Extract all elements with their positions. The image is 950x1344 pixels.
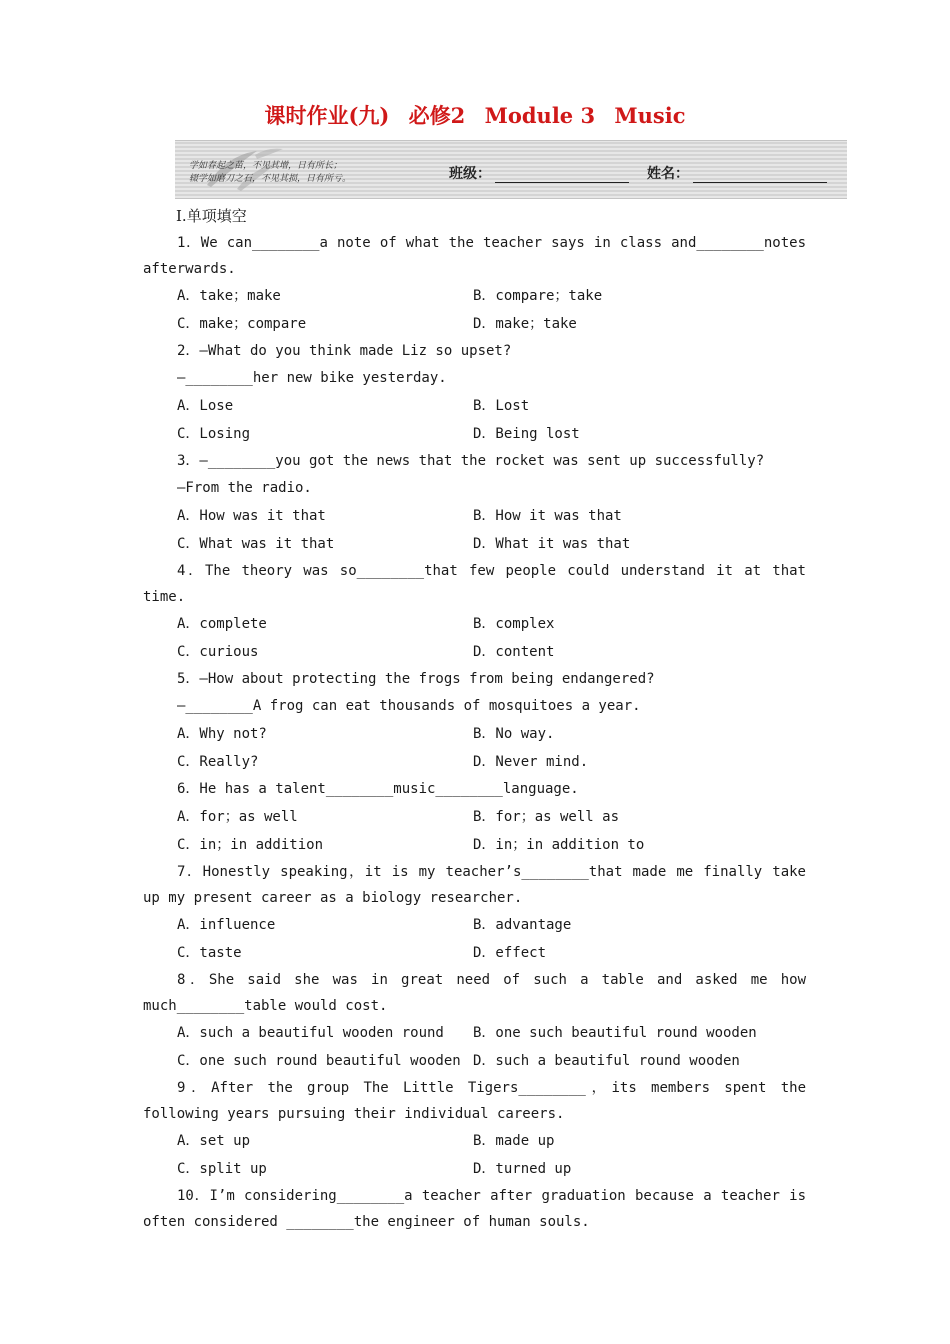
question-stem: 2．—What do you think made Liz so upset? bbox=[177, 343, 512, 359]
question-stem-reply: —From the radio. bbox=[177, 480, 312, 496]
class-label: 班级： bbox=[449, 166, 491, 182]
option-b[interactable]: B．How it was that bbox=[473, 508, 622, 524]
option-d[interactable]: D．such a beautiful round wooden bbox=[473, 1053, 740, 1069]
motto-line-1: 学如春起之苗，不见其增，日有所长； bbox=[189, 161, 343, 171]
option-a[interactable]: A．complete bbox=[177, 616, 267, 632]
option-b[interactable]: B．advantage bbox=[473, 917, 572, 933]
title-book: 必修2 bbox=[408, 103, 466, 128]
question-2 bbox=[143, 338, 806, 448]
option-d[interactable]: D．Being lost bbox=[473, 426, 580, 442]
question-stem-reply: —________her new bike yesterday. bbox=[177, 370, 447, 386]
question-8 bbox=[143, 967, 806, 1075]
option-a[interactable]: A．such a beautiful wooden round bbox=[177, 1025, 444, 1041]
question-stem-reply: —________A frog can eat thousands of mosquitoes a year. bbox=[177, 698, 641, 714]
option-d[interactable]: D．make；take bbox=[473, 316, 577, 332]
question-stem: 8．She said she was in great need of such a table and asked me how much________table would cost. bbox=[143, 972, 806, 1014]
question-stem: 6．He has a talent________music________language. bbox=[177, 781, 579, 797]
option-c[interactable]: C．Losing bbox=[177, 426, 251, 442]
question-9 bbox=[143, 1075, 806, 1183]
name-label: 姓名： bbox=[647, 166, 689, 182]
title-topic: Music bbox=[614, 103, 686, 128]
name-input-line[interactable] bbox=[693, 168, 827, 183]
option-c[interactable]: C．in；in addition bbox=[177, 837, 324, 853]
motto-line-2: 辍学如磨刀之石，不见其损，日有所亏。 bbox=[189, 174, 352, 184]
option-d[interactable]: D．What it was that bbox=[473, 536, 631, 552]
option-d[interactable]: D．Never mind. bbox=[473, 754, 589, 770]
name-field[interactable] bbox=[647, 163, 827, 183]
question-list bbox=[143, 230, 806, 1235]
option-c[interactable]: C．make；compare bbox=[177, 316, 307, 332]
title-main: 课时作业(九) bbox=[264, 103, 390, 128]
option-c[interactable]: C．What was it that bbox=[177, 536, 335, 552]
question-1 bbox=[143, 230, 806, 338]
option-b[interactable]: B．one such beautiful round wooden bbox=[473, 1025, 757, 1041]
title-module: Module 3 bbox=[484, 103, 596, 128]
question-stem: 3．—________you got the news that the rocket was sent up successfully? bbox=[177, 453, 765, 469]
class-field[interactable] bbox=[449, 163, 629, 183]
question-stem: 4．The theory was so________that few people could understand it at that time. bbox=[143, 563, 806, 605]
option-c[interactable]: C．Really? bbox=[177, 754, 259, 770]
question-stem: 1．We can________a note of what the teacher says in class and________notes afterwards. bbox=[143, 235, 806, 277]
option-a[interactable]: A．set up bbox=[177, 1133, 251, 1149]
option-d[interactable]: D．turned up bbox=[473, 1161, 572, 1177]
question-stem: 9．After the group The Little Tigers________，its members spent the following years pursuing their individual careers. bbox=[143, 1080, 806, 1122]
option-b[interactable]: B．Lost bbox=[473, 398, 530, 414]
option-d[interactable]: D．in；in addition to bbox=[473, 837, 645, 853]
option-a[interactable]: A．How was it that bbox=[177, 508, 326, 524]
question-stem: 10．I’m considering________a teacher after graduation because a teacher is often considered ________the engineer of human souls. bbox=[143, 1188, 806, 1230]
class-input-line[interactable] bbox=[495, 168, 629, 183]
header-banner bbox=[175, 140, 847, 199]
option-b[interactable]: B．No way. bbox=[473, 726, 555, 742]
question-6 bbox=[143, 776, 806, 859]
option-c[interactable]: C．taste bbox=[177, 945, 242, 961]
page-title bbox=[0, 100, 950, 130]
option-b[interactable]: B．complex bbox=[473, 616, 555, 632]
option-b[interactable]: B．for；as well as bbox=[473, 809, 620, 825]
option-c[interactable]: C．curious bbox=[177, 644, 259, 660]
section-title: Ⅰ.单项填空 bbox=[176, 207, 247, 225]
option-b[interactable]: B．compare；take bbox=[473, 288, 603, 304]
motto bbox=[189, 160, 351, 186]
question-4 bbox=[143, 558, 806, 666]
option-d[interactable]: D．effect bbox=[473, 945, 547, 961]
option-c[interactable]: C．split up bbox=[177, 1161, 267, 1177]
question-7 bbox=[143, 859, 806, 967]
option-c[interactable]: C．one such round beautiful wooden bbox=[177, 1053, 461, 1069]
question-5 bbox=[143, 666, 806, 776]
option-a[interactable]: A．influence bbox=[177, 917, 276, 933]
question-3 bbox=[143, 448, 806, 558]
option-d[interactable]: D．content bbox=[473, 644, 555, 660]
option-a[interactable]: A．Why not? bbox=[177, 726, 267, 742]
question-10 bbox=[143, 1183, 806, 1235]
option-a[interactable]: A．for；as well bbox=[177, 809, 298, 825]
option-a[interactable]: A．Lose bbox=[177, 398, 234, 414]
question-stem: 7．Honestly speaking，it is my teacher’s________that made me finally take up my present career as a biology researcher. bbox=[143, 864, 806, 906]
question-stem: 5．—How about protecting the frogs from being endangered? bbox=[177, 671, 655, 687]
option-a[interactable]: A．take；make bbox=[177, 288, 281, 304]
option-b[interactable]: B．made up bbox=[473, 1133, 555, 1149]
